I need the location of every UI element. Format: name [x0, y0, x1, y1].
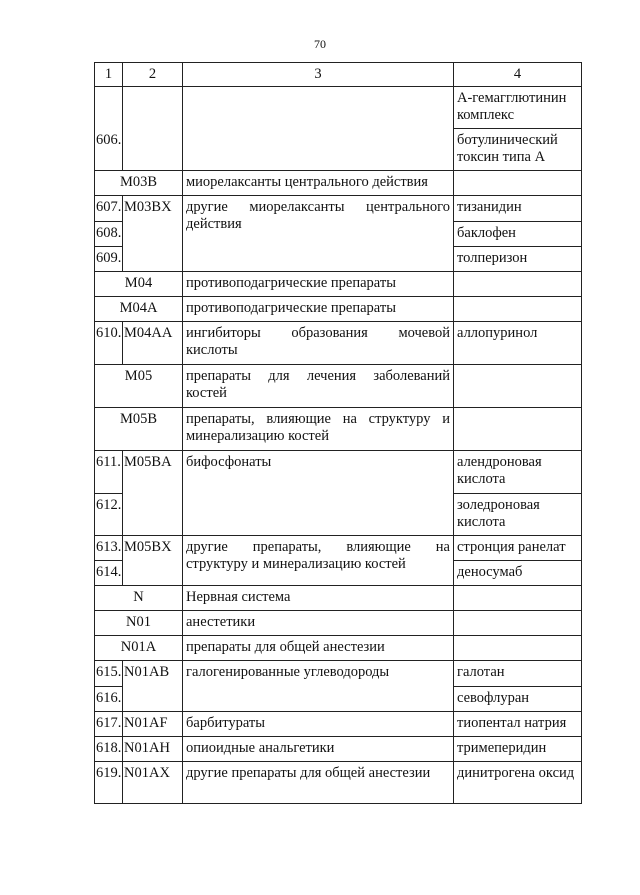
row-number-cell: 612.: [95, 494, 123, 536]
atc-code-cell: M04A: [95, 297, 183, 322]
group-name-cell: противоподагрические препараты: [183, 297, 454, 322]
table-row: [95, 322, 582, 365]
group-row: [95, 586, 582, 611]
drug-name-cell: баклофен: [454, 222, 582, 247]
atc-code-cell: N01AX: [123, 762, 183, 804]
drug-name-cell: тизанидин: [454, 196, 582, 222]
group-row: [95, 611, 582, 636]
atc-code-cell: M04AA: [123, 322, 183, 365]
group-name-cell: другие препараты, влияющие на структуру и минерализацию костей: [183, 536, 454, 586]
drug-name-cell: [454, 297, 582, 322]
atc-code-cell: M05B: [95, 408, 183, 451]
header-col-2: 2: [123, 63, 183, 87]
drug-name-cell: [454, 586, 582, 611]
drug-name-cell: [454, 611, 582, 636]
table-header-row: [95, 63, 582, 87]
drug-name-cell: толперизон: [454, 247, 582, 272]
row-number-cell: 611.: [95, 451, 123, 494]
header-col-3: 3: [183, 63, 454, 87]
drug-name-cell: тиопентал натрия: [454, 712, 582, 737]
drug-name-cell: А-гемагглютинин комплекс: [454, 87, 582, 129]
group-row: [95, 297, 582, 322]
table-row: [95, 536, 582, 561]
group-row: [95, 365, 582, 408]
atc-code-cell: M03BX: [123, 196, 183, 272]
atc-code-cell: N: [95, 586, 183, 611]
group-name-cell: бифосфонаты: [183, 451, 454, 536]
group-name-cell: галогенированные углеводороды: [183, 661, 454, 712]
group-name-cell: барбитураты: [183, 712, 454, 737]
table-row: [95, 762, 582, 804]
atc-code-cell: M05BX: [123, 536, 183, 586]
group-name-cell: опиоидные анальгетики: [183, 737, 454, 762]
group-name-cell: препараты для лечения заболеваний костей: [183, 365, 454, 408]
group-name-cell: ингибиторы образования мочевой кислоты: [183, 322, 454, 365]
drug-name-cell: [454, 365, 582, 408]
group-name-cell: другие миорелаксанты центрального действия: [183, 196, 454, 272]
atc-code-cell: N01A: [95, 636, 183, 661]
table-row: [95, 661, 582, 687]
group-name-cell: анестетики: [183, 611, 454, 636]
atc-code-cell: M05: [95, 365, 183, 408]
drug-name-cell: [454, 408, 582, 451]
group-name-cell: препараты, влияющие на структуру и минерализацию костей: [183, 408, 454, 451]
header-col-1: 1: [95, 63, 123, 87]
group-name-cell: [183, 87, 454, 171]
drug-name-cell: золедроновая кислота: [454, 494, 582, 536]
atc-code-cell: [123, 87, 183, 171]
row-number-cell: 618.: [95, 737, 123, 762]
drug-name-cell: тримеперидин: [454, 737, 582, 762]
group-name-cell: миорелаксанты центрального действия: [183, 171, 454, 196]
drug-name-cell: стронция ранелат: [454, 536, 582, 561]
atc-code-cell: M03B: [95, 171, 183, 196]
drug-name-cell: [454, 171, 582, 196]
group-name-cell: противоподагрические препараты: [183, 272, 454, 297]
atc-code-cell: M04: [95, 272, 183, 297]
table-row: [95, 451, 582, 494]
drug-name-cell: алендроновая кислота: [454, 451, 582, 494]
row-number-cell: [95, 87, 123, 129]
group-row: [95, 636, 582, 661]
row-number-cell: 610.: [95, 322, 123, 365]
group-row: [95, 171, 582, 196]
table-row: [95, 87, 582, 129]
drug-name-cell: [454, 636, 582, 661]
row-number-cell: 615.: [95, 661, 123, 687]
table-row: [95, 737, 582, 762]
row-number-cell: 613.: [95, 536, 123, 561]
row-number-cell: 608.: [95, 222, 123, 247]
group-name-cell: другие препараты для общей анестезии: [183, 762, 454, 804]
page-number: 70: [314, 37, 326, 51]
group-name-cell: Нервная система: [183, 586, 454, 611]
atc-code-cell: N01: [95, 611, 183, 636]
drug-name-cell: динитрогена оксид: [454, 762, 582, 804]
drug-name-cell: ботулинический токсин типа А: [454, 129, 582, 171]
group-name-cell: препараты для общей анестезии: [183, 636, 454, 661]
row-number-cell: 614.: [95, 561, 123, 586]
drug-name-cell: [454, 272, 582, 297]
row-number-cell: 616.: [95, 687, 123, 712]
drug-name-cell: аллопуринол: [454, 322, 582, 365]
drug-name-cell: севофлуран: [454, 687, 582, 712]
drug-name-cell: деносумаб: [454, 561, 582, 586]
row-number-cell: 607.: [95, 196, 123, 222]
group-row: [95, 272, 582, 297]
drug-name-cell: галотан: [454, 661, 582, 687]
drug-list-table: [94, 62, 582, 804]
row-number-cell: 619.: [95, 762, 123, 804]
table-row: [95, 712, 582, 737]
header-col-4: 4: [454, 63, 582, 87]
atc-code-cell: N01AB: [123, 661, 183, 712]
group-row: [95, 408, 582, 451]
row-number-cell: 606.: [95, 129, 123, 171]
row-number-cell: 609.: [95, 247, 123, 272]
row-number-cell: 617.: [95, 712, 123, 737]
atc-code-cell: N01AF: [123, 712, 183, 737]
table-row: [95, 196, 582, 222]
atc-code-cell: M05BA: [123, 451, 183, 536]
atc-code-cell: N01AH: [123, 737, 183, 762]
